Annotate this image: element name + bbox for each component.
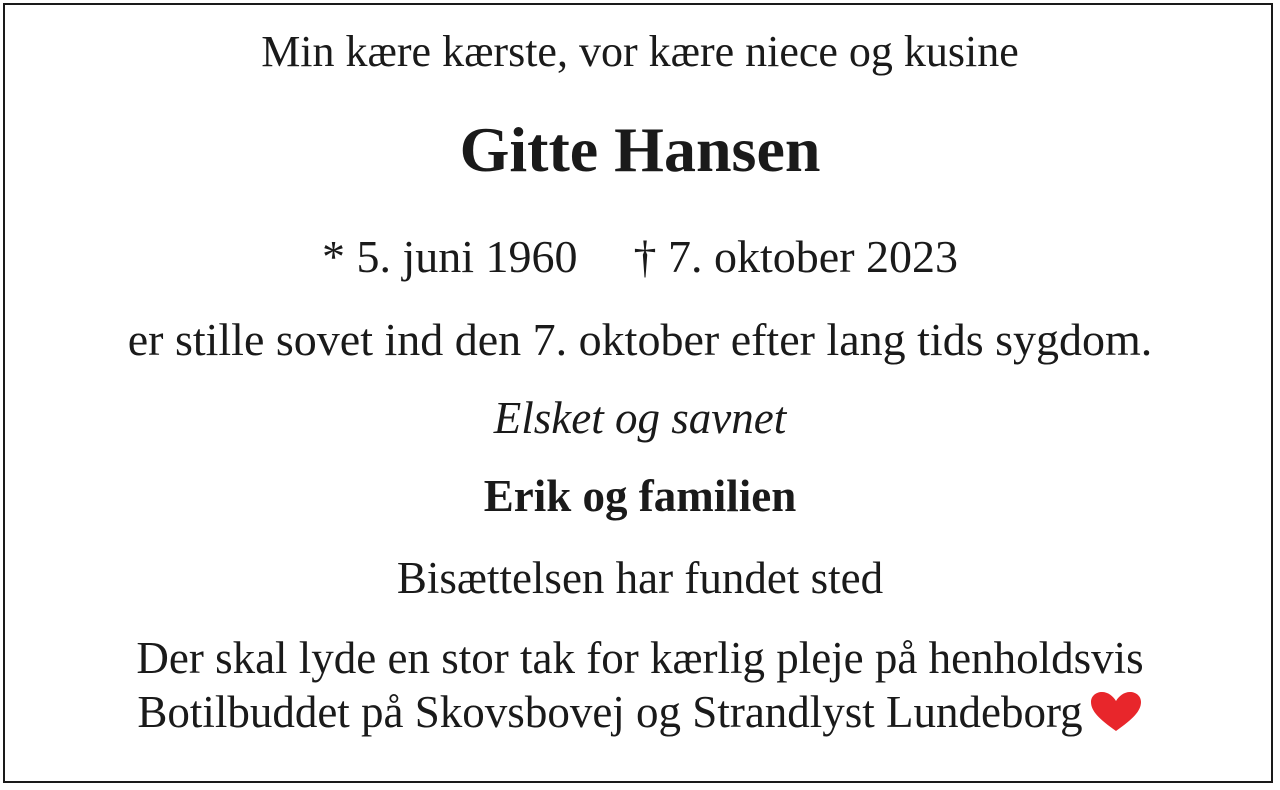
thanks-line-1: Der skal lyde en stor tak for kærlig pleje på henholdsvis	[136, 633, 1144, 683]
death-date: † 7. oktober 2023	[633, 231, 959, 282]
intro-line: Min kære kærste, vor kære niece og kusine	[261, 27, 1019, 76]
funeral-notice: Bisættelsen har fundet sted	[396, 553, 884, 603]
life-dates	[0, 231, 1280, 282]
passed-statement: er stille sovet ind den 7. oktober efter lang tids sygdom.	[127, 314, 1153, 365]
heart-icon	[1089, 691, 1143, 741]
birth-date: * 5. juni 1960	[321, 231, 578, 282]
thanks-line-2	[0, 687, 1280, 741]
thanks-line-2-text: Botilbuddet på Skovsbovej og Strandlyst Lundeborg	[137, 687, 1083, 737]
loved-text: Elsket og savnet	[493, 393, 787, 443]
signed-by: Erik og familien	[483, 471, 797, 521]
deceased-name: Gitte Hansen	[459, 114, 821, 185]
